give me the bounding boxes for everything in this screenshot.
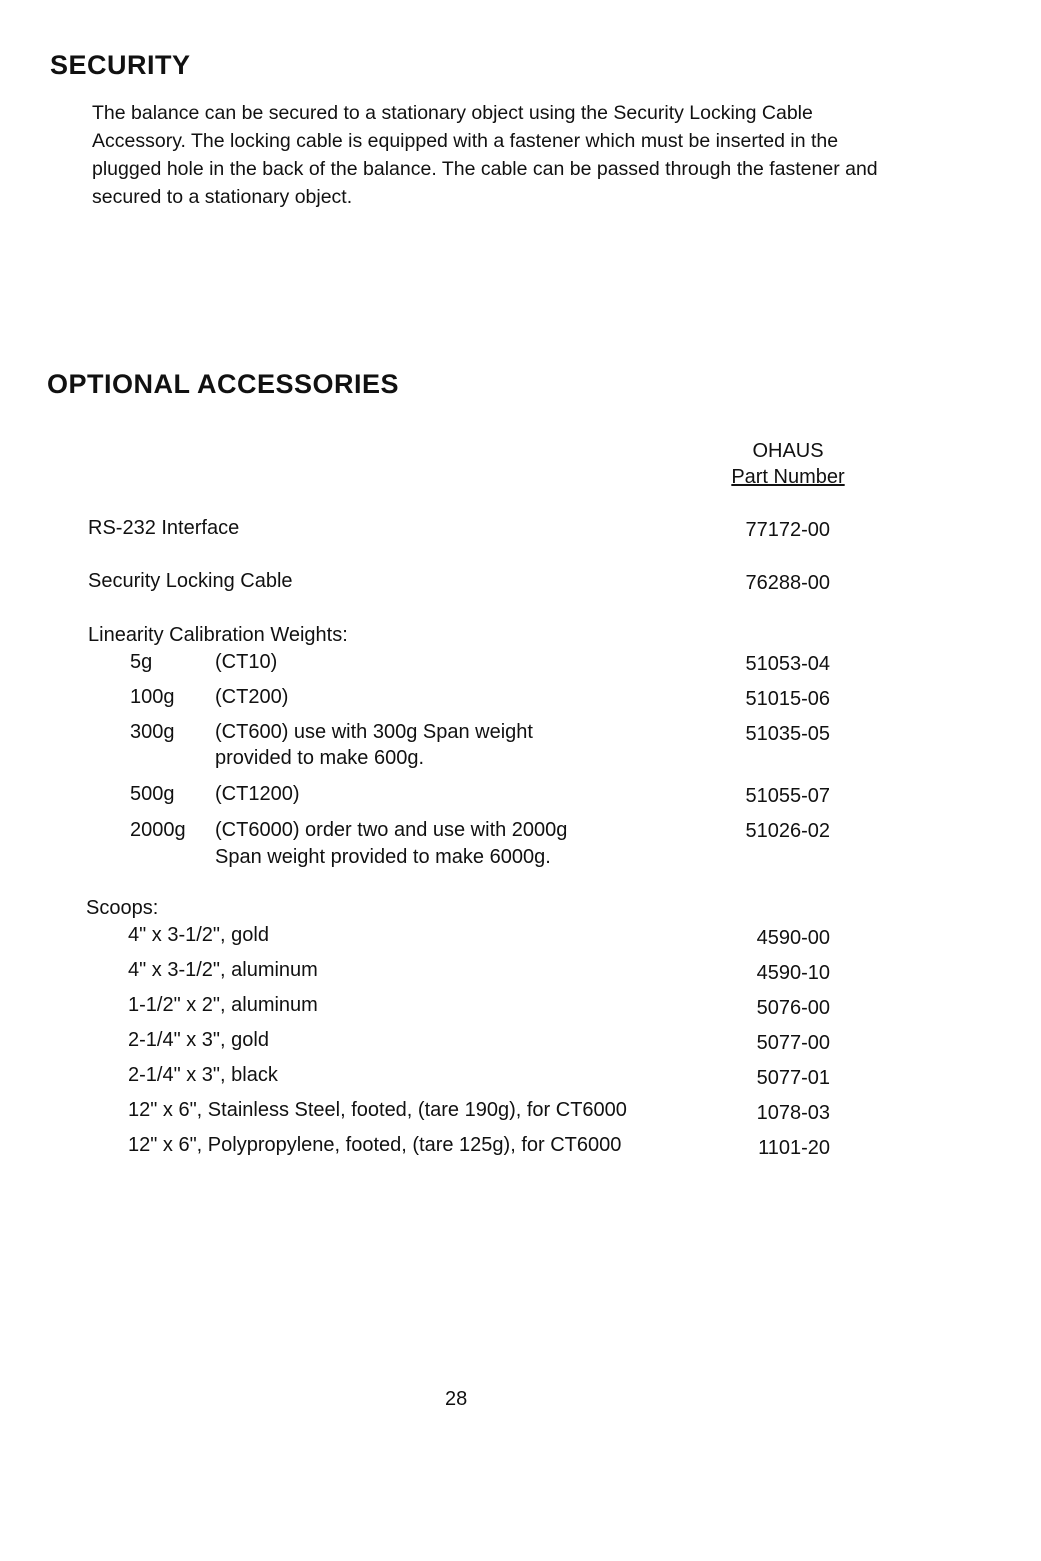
page-number: 28 — [445, 1388, 468, 1410]
weight-part: 51015-06 — [745, 688, 830, 710]
weight-part: 51035-05 — [745, 723, 830, 745]
scoop-desc: 1-1/2" x 2", aluminum — [128, 994, 318, 1016]
weight-mass: 2000g — [130, 819, 186, 841]
scoop-part: 5077-01 — [756, 1067, 830, 1089]
item-part-locking-cable: 76288-00 — [745, 572, 830, 594]
scoop-part: 5076-00 — [756, 997, 830, 1019]
scoops-label: Scoops: — [86, 897, 159, 919]
security-text: The balance can be secured to a stationary object using the Security Locking Cable Accessory. The locking cable is equipped with a fastener which must be inserted in the plugged hole in the back of the balance. The cable can be passed through the fastener and secured to a stationary object. — [92, 102, 878, 208]
part-number-header-ohaus: OHAUS — [752, 440, 824, 462]
item-part-rs232: 77172-00 — [745, 519, 830, 541]
weight-desc: (CT10) — [215, 651, 278, 673]
scoop-part: 1078-03 — [756, 1102, 830, 1124]
scoop-part: 4590-00 — [756, 927, 830, 949]
scoop-part: 4590-10 — [756, 962, 830, 984]
weight-part: 51055-07 — [745, 785, 830, 807]
weight-desc: (CT600) use with 300g Span weight — [215, 721, 533, 743]
scoop-part: 5077-00 — [756, 1032, 830, 1054]
weight-mass: 5g — [130, 651, 153, 673]
weight-desc: (CT200) — [215, 686, 289, 708]
scoop-desc: 2-1/4" x 3", black — [128, 1064, 278, 1086]
accessories-heading: OPTIONAL ACCESSORIES — [47, 369, 400, 399]
item-label-rs232: RS-232 Interface — [88, 517, 240, 539]
scoop-part: 1101-20 — [758, 1137, 830, 1159]
weight-mass: 100g — [130, 686, 175, 708]
scoop-desc: 2-1/4" x 3", gold — [128, 1029, 269, 1051]
security-paragraph — [92, 99, 892, 211]
weight-mass: 300g — [130, 721, 175, 743]
scoop-desc: 12" x 6", Stainless Steel, footed, (tare 190g), for CT6000 — [128, 1099, 627, 1121]
weights-label: Linearity Calibration Weights: — [88, 624, 348, 646]
weight-desc-continued: provided to make 600g. — [215, 747, 425, 769]
part-number-header-label: Part Number — [731, 466, 845, 488]
weight-part: 51053-04 — [745, 653, 830, 675]
weight-desc: (CT6000) order two and use with 2000g — [215, 819, 568, 841]
item-label-locking-cable: Security Locking Cable — [88, 570, 293, 592]
scoop-desc: 12" x 6", Polypropylene, footed, (tare 125g), for CT6000 — [128, 1134, 622, 1156]
weight-desc: (CT1200) — [215, 783, 300, 805]
security-heading: SECURITY — [50, 50, 191, 80]
weight-desc-continued: Span weight provided to make 6000g. — [215, 846, 551, 868]
weight-mass: 500g — [130, 783, 175, 805]
scoop-desc: 4" x 3-1/2", aluminum — [128, 959, 318, 981]
scoop-desc: 4" x 3-1/2", gold — [128, 924, 269, 946]
weight-part: 51026-02 — [745, 820, 830, 842]
